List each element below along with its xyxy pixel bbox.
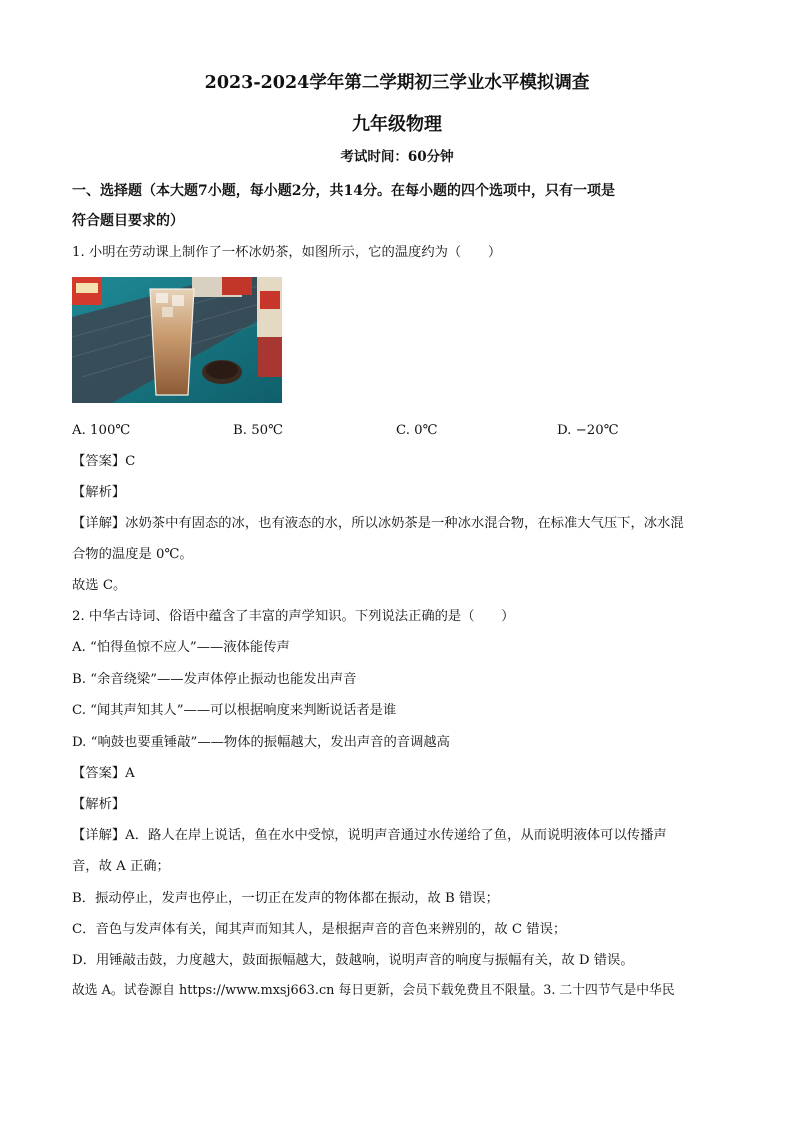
question-2-answer: 【答案】A xyxy=(72,766,135,781)
exam-time: 考试时间：60分钟 xyxy=(340,149,454,165)
question-2-conclusion-footer: 故选 A。试卷源自 https://www.mxsj663.cn 每日更新，会员下载免费且不限量。3. 二十四节气是中华民 xyxy=(72,983,675,998)
iced-milk-tea-photo xyxy=(72,277,282,403)
question-1-answer: 【答案】C xyxy=(72,454,136,469)
question-2-detail-line2: 音，故 A 正确； xyxy=(72,859,170,874)
question-1-analysis-label: 【解析】 xyxy=(72,485,126,500)
question-2-detail-d: D．用锤敲击鼓，力度越大，鼓面振幅越大，鼓越响，说明声音的响度与振幅有关，故 D 错误。 xyxy=(72,953,634,968)
question-1-option-d: D. −20℃ xyxy=(557,423,619,438)
question-2-option-d: D. “响鼓也要重锤敲”——物体的振幅越大，发出声音的音调越高 xyxy=(72,735,450,750)
section-heading-line1: 一、选择题（本大题7小题，每小题2分，共14分。在每小题的四个选项中，只有一项是 xyxy=(72,183,615,199)
exam-title: 2023-2024学年第二学期初三学业水平模拟调查 xyxy=(204,73,590,93)
question-1-detail-line2: 合物的温度是 0℃。 xyxy=(72,547,193,562)
question-1-stem: 1. 小明在劳动课上制作了一杯冰奶茶，如图所示，它的温度约为（ ） xyxy=(72,245,502,260)
question-2-option-b: B. “余音绕梁”——发声体停止振动也能发出声音 xyxy=(72,672,357,687)
question-2-detail-line1: 【详解】A．路人在岸上说话，鱼在水中受惊，说明声音通过水传递给了鱼，从而说明液体可以传播声 xyxy=(72,828,667,843)
question-1-conclusion: 故选 C。 xyxy=(72,578,127,593)
question-2-detail-b: B．振动停止，发声也停止，一切正在发声的物体都在振动，故 B 错误； xyxy=(72,891,499,906)
exam-subject: 九年级物理 xyxy=(352,114,442,135)
question-1-detail-line1: 【详解】冰奶茶中有固态的冰，也有液态的水，所以冰奶茶是一种冰水混合物，在标准大气压下，冰水混 xyxy=(72,516,684,531)
question-2-option-c: C. “闻其声知其人”——可以根据响度来判断说话者是谁 xyxy=(72,703,397,718)
question-2-stem: 2. 中华古诗词、俗语中蕴含了丰富的声学知识。下列说法正确的是（ ） xyxy=(72,609,515,624)
question-1-option-c: C. 0℃ xyxy=(396,423,438,438)
question-2-detail-c: C．音色与发声体有关，闻其声而知其人，是根据声音的音色来辨别的，故 C 错误； xyxy=(72,922,567,937)
question-2-option-a: A. “怕得鱼惊不应人”——液体能传声 xyxy=(72,640,290,655)
question-2-analysis-label: 【解析】 xyxy=(72,797,126,812)
question-1-option-a: A. 100℃ xyxy=(72,423,131,438)
section-heading-line2: 符合题目要求的） xyxy=(72,213,184,229)
question-1-option-b: B. 50℃ xyxy=(233,423,284,438)
